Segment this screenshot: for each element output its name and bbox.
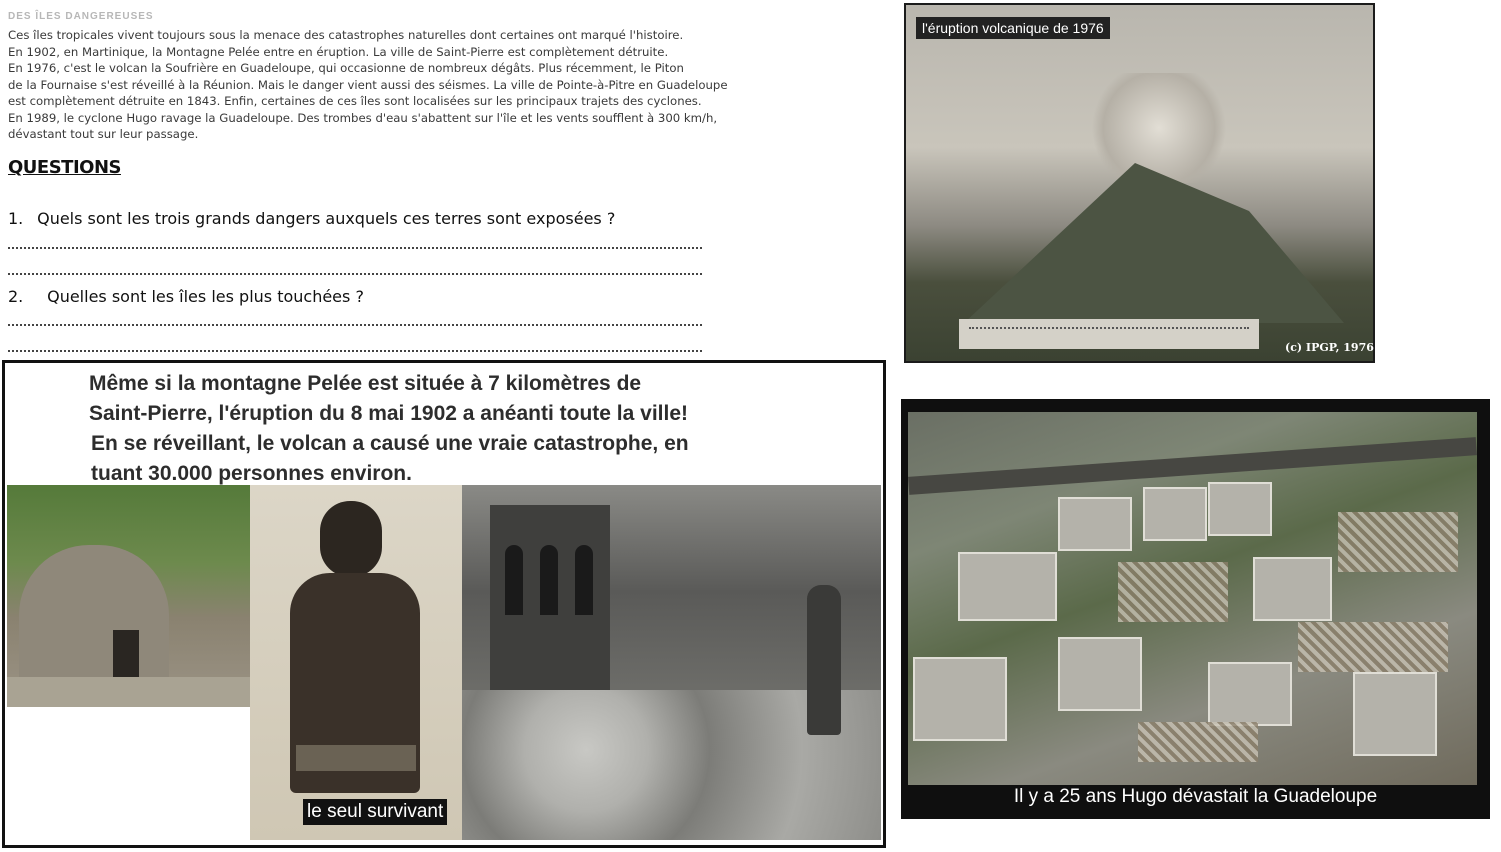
hurricane-hugo-photo [901, 399, 1490, 819]
question-text: Quels sont les trois grands dangers auxquels ces terres sont exposées ? [37, 209, 616, 228]
intro-line: dévastant tout sur leur passage. [8, 127, 199, 141]
intro-paragraph [8, 27, 728, 143]
intro-line: En 1976, c'est le volcan la Soufrière en Guadeloupe, qui occasionne de nombreux dégâts. Plus récemment, le Piton [8, 61, 684, 75]
survivor-photo [250, 485, 462, 840]
pelee-line: Saint-Pierre, l'éruption du 8 mai 1902 a anéanti toute la ville! [89, 402, 689, 425]
answer-line[interactable] [8, 247, 702, 249]
answer-line[interactable] [8, 324, 702, 326]
question-2 [8, 287, 364, 306]
question-text: Quelles sont les îles les plus touchées ? [47, 287, 364, 306]
pelee-panel [2, 360, 886, 848]
question-number: 2. [8, 287, 24, 306]
intro-line: En 1902, en Martinique, la Montagne Pelée entre en éruption. La ville de Saint-Pierre est complètement détruite. [8, 44, 669, 59]
photo-credit: (c) IPGP, 1976 [1285, 341, 1374, 354]
hugo-caption: Il y a 25 ans Hugo dévastait la Guadeloupe [1013, 786, 1378, 807]
pelee-line: tuant 30.000 personnes environ. [91, 462, 412, 485]
survivor-caption: le seul survivant [303, 799, 447, 825]
section-title: DES ÎLES DANGEREUSES [8, 11, 154, 22]
eruption-1976-photo [904, 3, 1375, 363]
question-number: 1. [8, 209, 24, 228]
pelee-text [89, 369, 869, 489]
pelee-line: Même si la montagne Pelée est située à 7 kilomètres de [89, 372, 642, 395]
ruined-street-photo [460, 485, 881, 840]
questions-heading: QUESTIONS [8, 157, 121, 178]
answer-line[interactable] [8, 350, 702, 352]
intro-line: En 1989, le cyclone Hugo ravage la Guadeloupe. Des trombes d'eau s'abattent sur l'île et les vents soufflent à 300 km/h, [8, 110, 718, 125]
question-1 [8, 209, 615, 228]
prison-cell-photo [7, 485, 267, 707]
pelee-line: En se réveillant, le volcan a causé une vraie catastrophe, en [91, 432, 689, 455]
answer-line[interactable] [8, 273, 702, 275]
intro-line: est complètement détruite en 1843. Enfin, certaines de ces îles sont localisées sur les principaux trajets des cyclones. [8, 94, 702, 108]
intro-line: Ces îles tropicales vivent toujours sous la menace des catastrophes naturelles dont certaines ont marqué l'histoire. [8, 28, 684, 42]
eruption-label: l'éruption volcanique de 1976 [916, 17, 1110, 39]
intro-line: de la Fournaise s'est réveillé à la Réunion. Mais le danger vient aussi des séismes. La ville de Pointe-à-Pitre en Guadeloupe [8, 77, 728, 92]
